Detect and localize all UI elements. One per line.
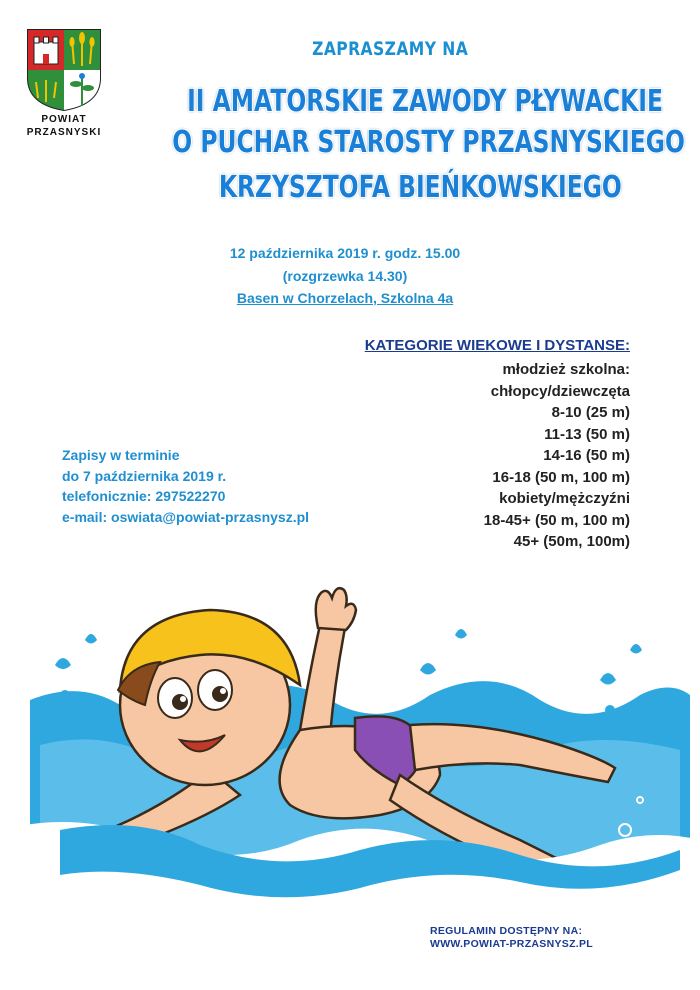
category-item: 16-18 (50 m, 100 m) [492,468,630,486]
footer-website-link[interactable]: WWW.POWIAT-PRZASNYSZ.PL [430,938,594,950]
swimmer-illustration [0,570,700,990]
event-warmup: (rozgrzewka 14.30) [282,268,408,284]
registration-line: Zapisy w terminie [62,447,180,463]
category-item: młodzież szkolna: [502,361,630,378]
registration-email: e-mail: oswiata@powiat-przasnysz.pl [62,508,310,525]
category-item: 11-13 (50 m) [544,425,630,443]
registration-info [62,445,309,527]
categories-list [484,359,630,553]
footer-note [430,925,593,951]
category-item: 18-45+ (50 m, 100 m) [483,511,630,529]
title-line-3: KRZYSZTOFA BIEŃKOWSKIEGO [218,170,622,205]
category-item: 8-10 (25 m) [551,404,630,421]
title-line-2: O PUCHAR STAROSTY PRZASNYSKIEGO [172,125,685,160]
title-line-1: II AMATORSKIE ZAWODY PŁYWACKIE [187,84,663,119]
event-date-time: 12 października 2019 r. godz. 15.00 [229,245,461,261]
category-item: kobiety/mężczyźni [499,490,630,507]
category-item: 14-16 (50 m) [543,447,630,464]
registration-line: do 7 października 2019 r. [62,467,227,484]
footer-line-1: REGULAMIN DOSTĘPNY NA: [430,925,583,937]
category-item: chłopcy/dziewczęta [490,382,630,400]
registration-phone: telefonicznie: 297522270 [62,488,226,504]
categories-heading: KATEGORIE WIEKOWE I DYSTANSE: [364,337,630,354]
category-item: 45+ (50m, 100m) [513,533,630,550]
emblem-label: POWIAT PRZASNYSKI [26,114,102,138]
invite-heading: ZAPRASZAMY NA [311,38,469,60]
event-location: Basen w Chorzelach, Szkolna 4a [236,290,454,306]
